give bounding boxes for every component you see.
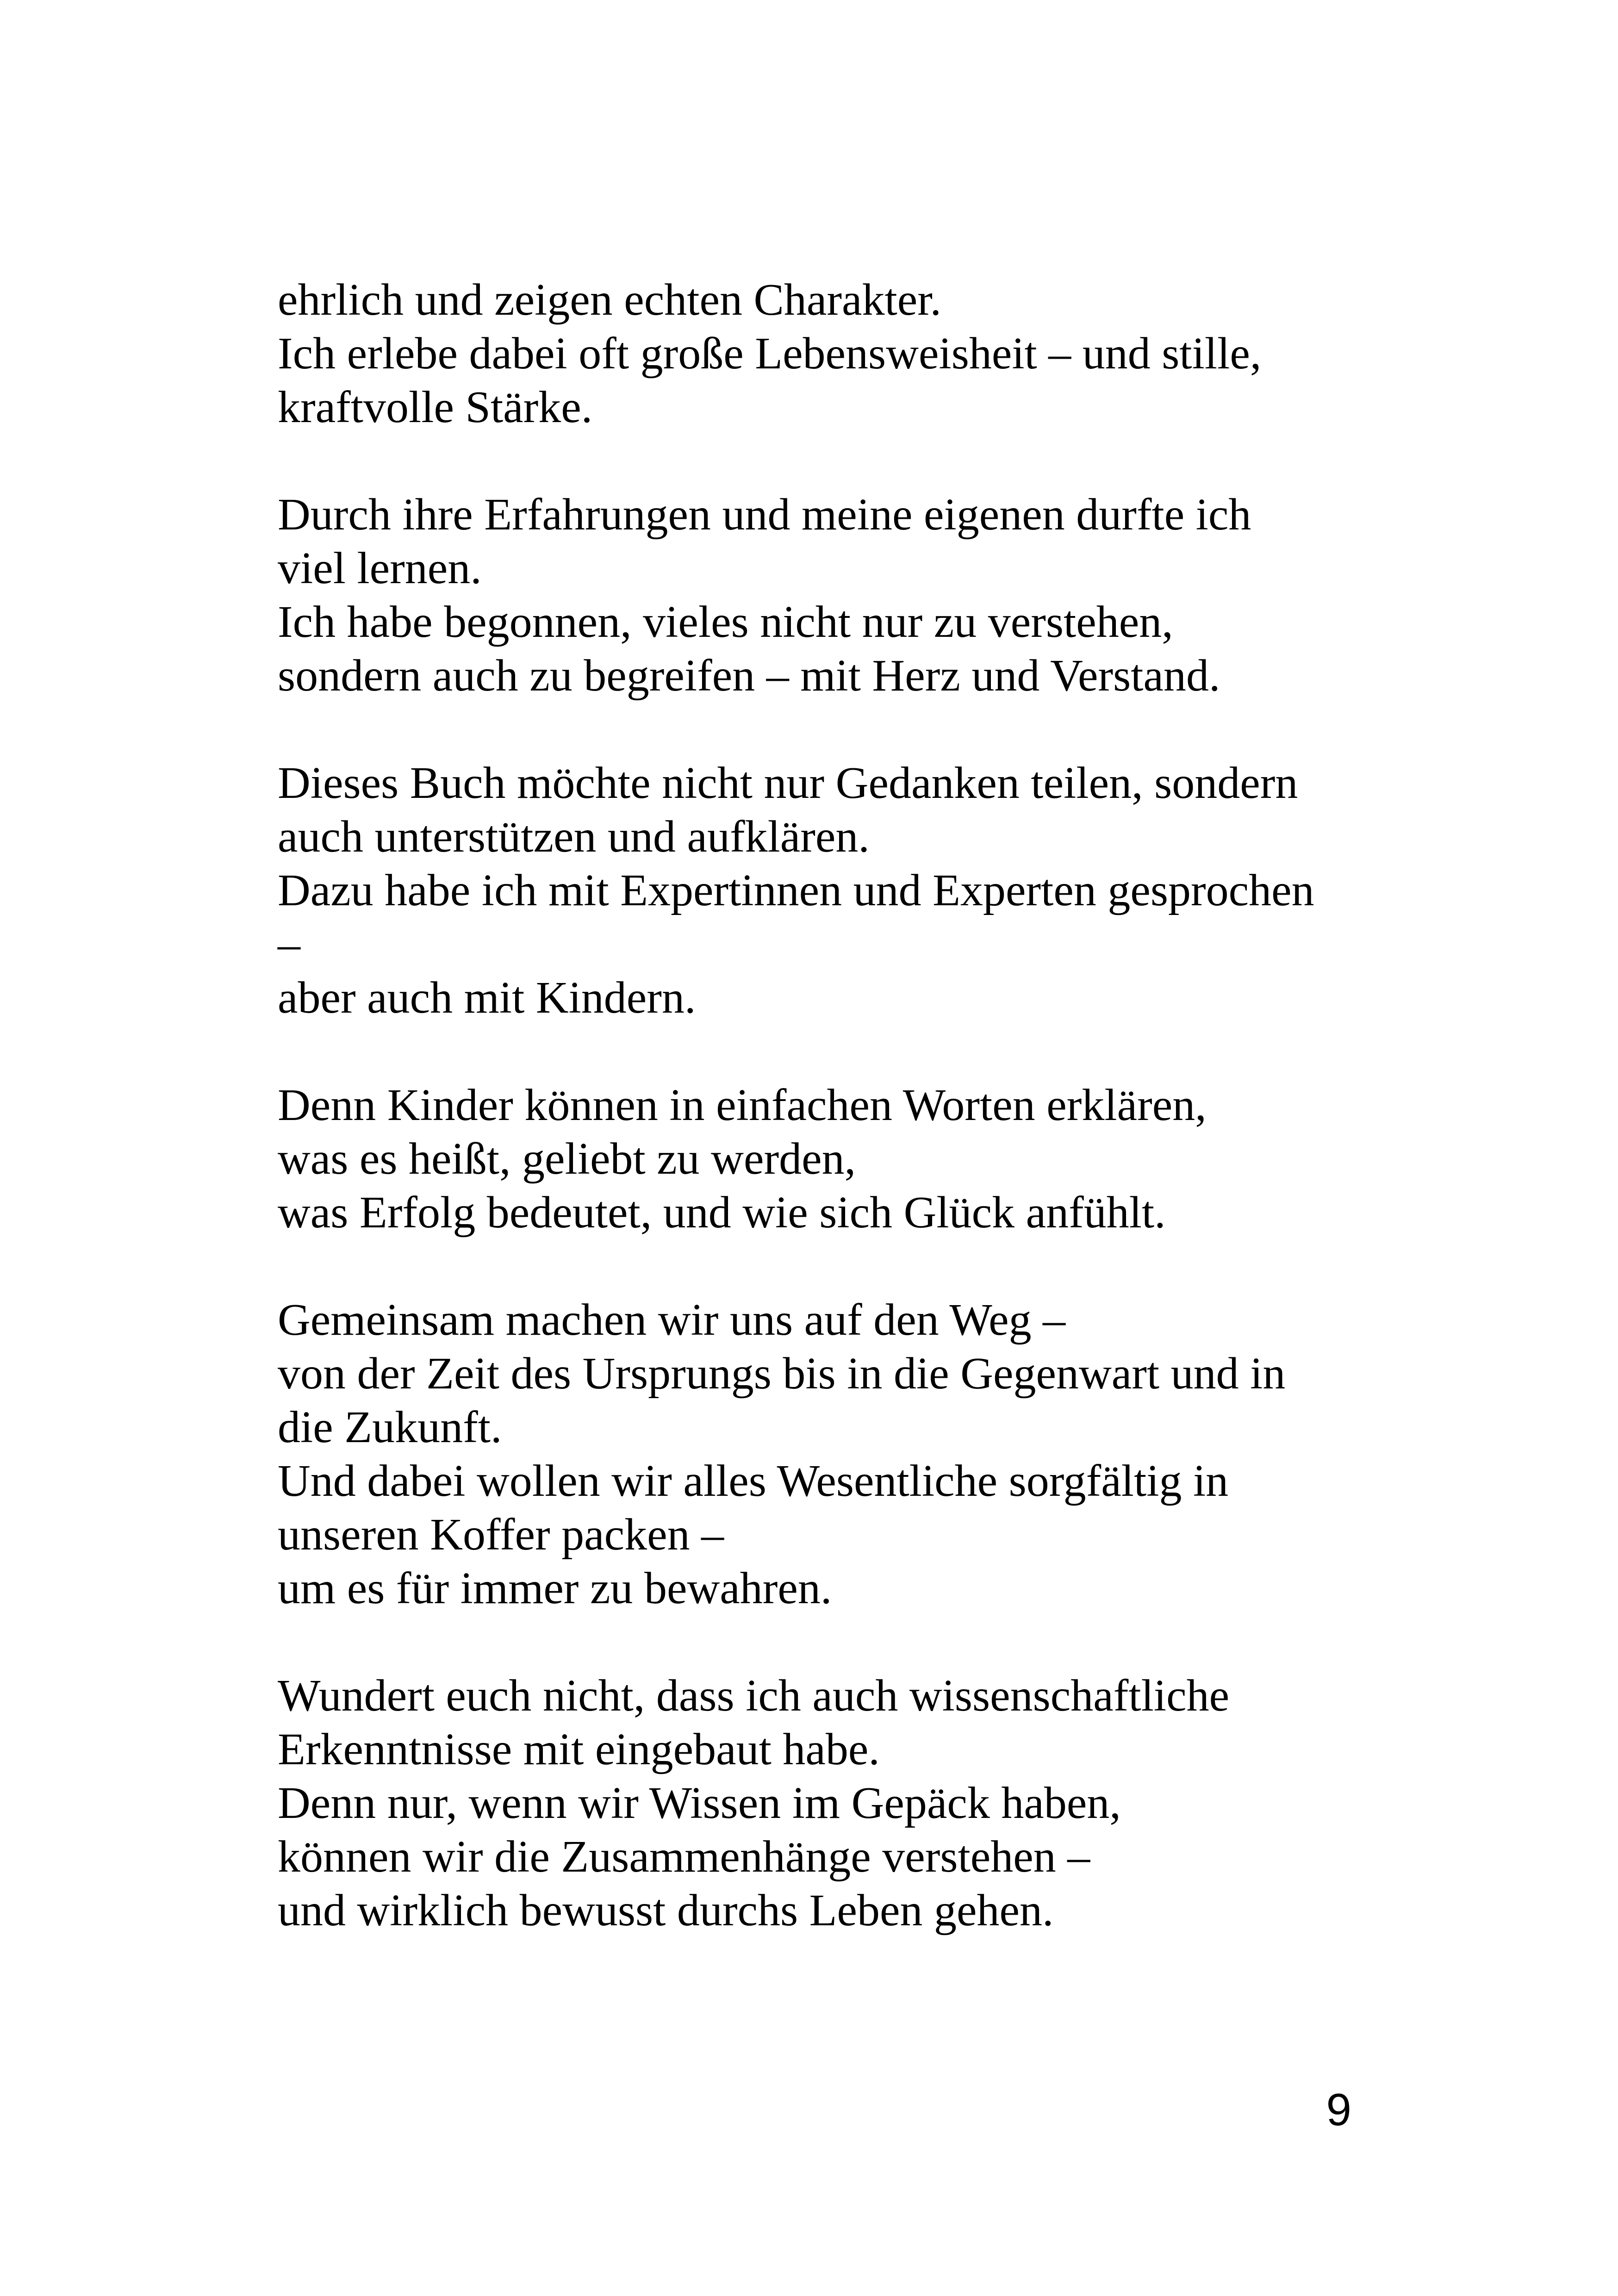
text-line: was Erfolg bedeutet, und wie sich Glück anfühlt. — [278, 1188, 1166, 1238]
text-line: ehrlich und zeigen echten Charakter. — [278, 275, 941, 325]
text-line: Dazu habe ich mit Expertinnen und Experten gesprochen — [278, 865, 1314, 915]
text-line: um es für immer zu bewahren. — [278, 1563, 832, 1613]
text-line: auch unterstützen und aufklären. — [278, 812, 870, 862]
text-line: Wundert euch nicht, dass ich auch wissenschaftliche — [278, 1671, 1230, 1721]
text-line: Ich habe begonnen, vieles nicht nur zu verstehen, — [278, 597, 1173, 647]
page-number: 9 — [1326, 2084, 1351, 2135]
text-line: Gemeinsam machen wir uns auf den Weg – — [278, 1295, 1066, 1345]
text-line: Denn nur, wenn wir Wissen im Gepäck haben, — [278, 1778, 1121, 1828]
text-line: die Zukunft. — [278, 1402, 502, 1452]
body-text — [278, 273, 1388, 1937]
paragraph — [278, 1669, 1388, 1937]
paragraph — [278, 1293, 1388, 1615]
text-line: Erkenntnisse mit eingebaut habe. — [278, 1724, 880, 1774]
paragraph — [278, 1078, 1388, 1239]
text-line: viel lernen. — [278, 543, 482, 593]
text-line: von der Zeit des Ursprungs bis in die Gegenwart und in — [278, 1349, 1286, 1399]
text-line: Denn Kinder können in einfachen Worten erklären, — [278, 1080, 1207, 1130]
paragraph — [278, 273, 1388, 434]
text-line: Ich erlebe dabei oft große Lebensweisheit – und stille, — [278, 329, 1262, 379]
text-line: aber auch mit Kindern. — [278, 973, 696, 1023]
paragraph — [278, 488, 1388, 703]
text-line: sondern auch zu begreifen – mit Herz und Verstand. — [278, 651, 1220, 701]
text-line: Durch ihre Erfahrungen und meine eigenen durfte ich — [278, 490, 1251, 540]
text-line: Und dabei wollen wir alles Wesentliche sorgfältig in — [278, 1456, 1229, 1506]
text-line: unseren Koffer packen – — [278, 1510, 724, 1560]
text-line: kraftvolle Stärke. — [278, 382, 593, 432]
text-line: können wir die Zusammenhänge verstehen – — [278, 1832, 1090, 1882]
text-line: was es heißt, geliebt zu werden, — [278, 1134, 856, 1184]
text-line: – — [278, 919, 300, 969]
text-line: Dieses Buch möchte nicht nur Gedanken teilen, sondern — [278, 758, 1298, 808]
text-line: und wirklich bewusst durchs Leben gehen. — [278, 1885, 1054, 1935]
paragraph — [278, 756, 1388, 1025]
